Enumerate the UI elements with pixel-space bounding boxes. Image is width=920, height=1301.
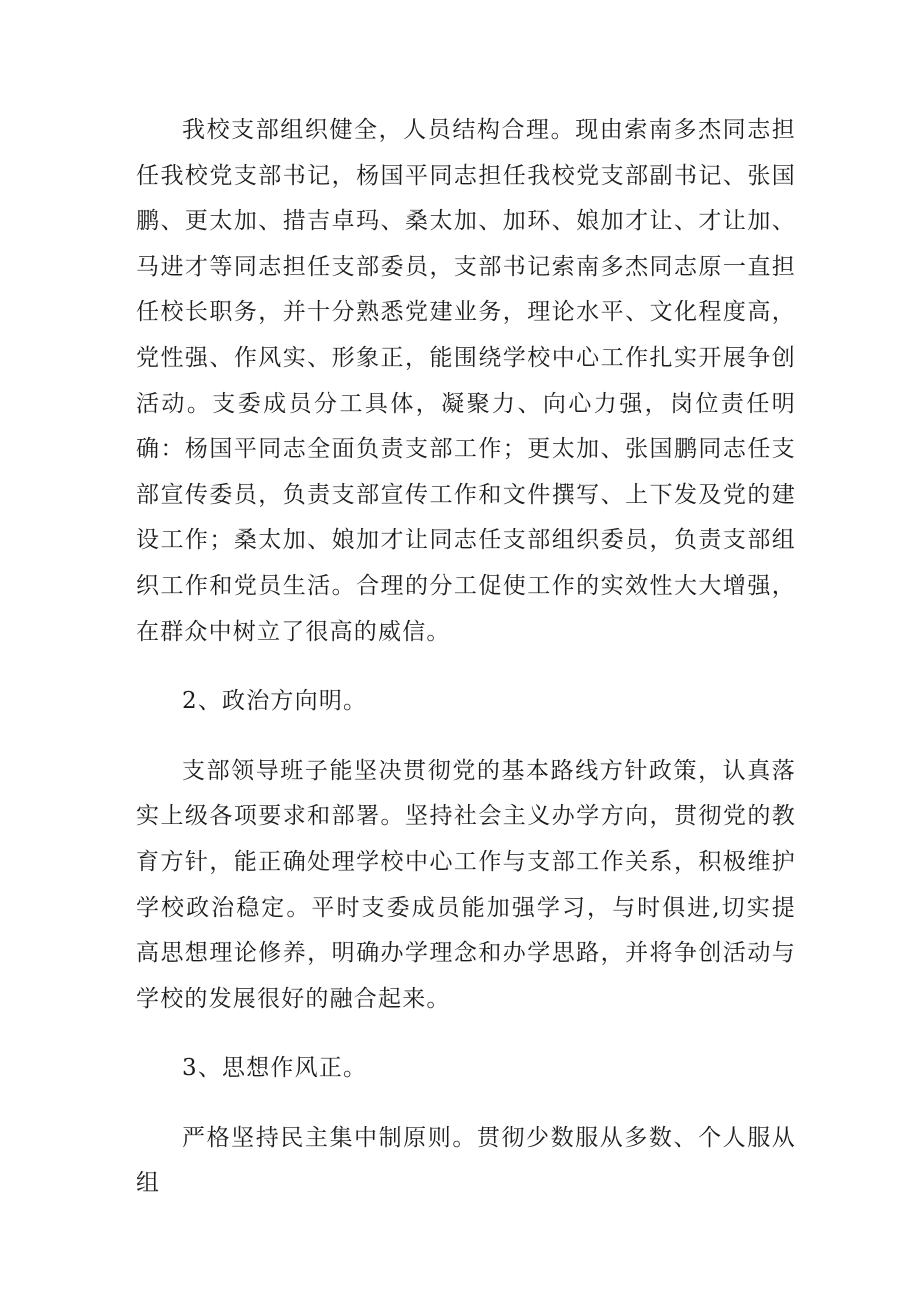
section-heading-ideological-style: 3、思想作风正。 [182,1055,368,1082]
paragraph-democratic-centralism: 严格坚持民主集中制原则。贯彻少数服从多数、个人服从组 [136,1124,796,1197]
section-heading-political-direction: 2、政治方向明。 [182,688,368,715]
paragraph-political-direction: 支部领导班子能坚决贯彻党的基本路线方针政策，认真落实上级各项要求和部署。坚持社会主义办学方向，贯彻党的教育方针，能正确处理学校中心工作与支部工作关系，积极维护学校政治稳定。平时支委成员能加强学习，与时俱进,切实提高思想理论修养，明确办学理念和办学思路，并将争创活动与学校的发展很好的融合起来。 [136,757,796,1012]
paragraph-branch-organization: 我校支部组织健全，人员结构合理。现由索南多杰同志担任我校党支部书记，杨国平同志担任我校党支部副书记、张国鹏、更太加、措吉卓玛、桑太加、加环、娘加才让、才让加、马进才等同志担任支部委员，支部书记索南多杰同志原一直担任校长职务，并十分熟悉党建业务，理论水平、文化程度高，党性强、作风实、形象正，能围绕学校中心工作扎实开展争创活动。支委成员分工具体，凝聚力、向心力强，岗位责任明确：杨国平同志全面负责支部工作；更太加、张国鹏同志任支部宣传委员，负责支部宣传工作和文件撰写、上下发及党的建设工作；桑太加、娘加才让同志任支部组织委员，负责支部组织工作和党员生活。合理的分工促使工作的实效性大大增强，在群众中树立了很高的威信。 [136,117,796,645]
document-body [136,108,796,1207]
